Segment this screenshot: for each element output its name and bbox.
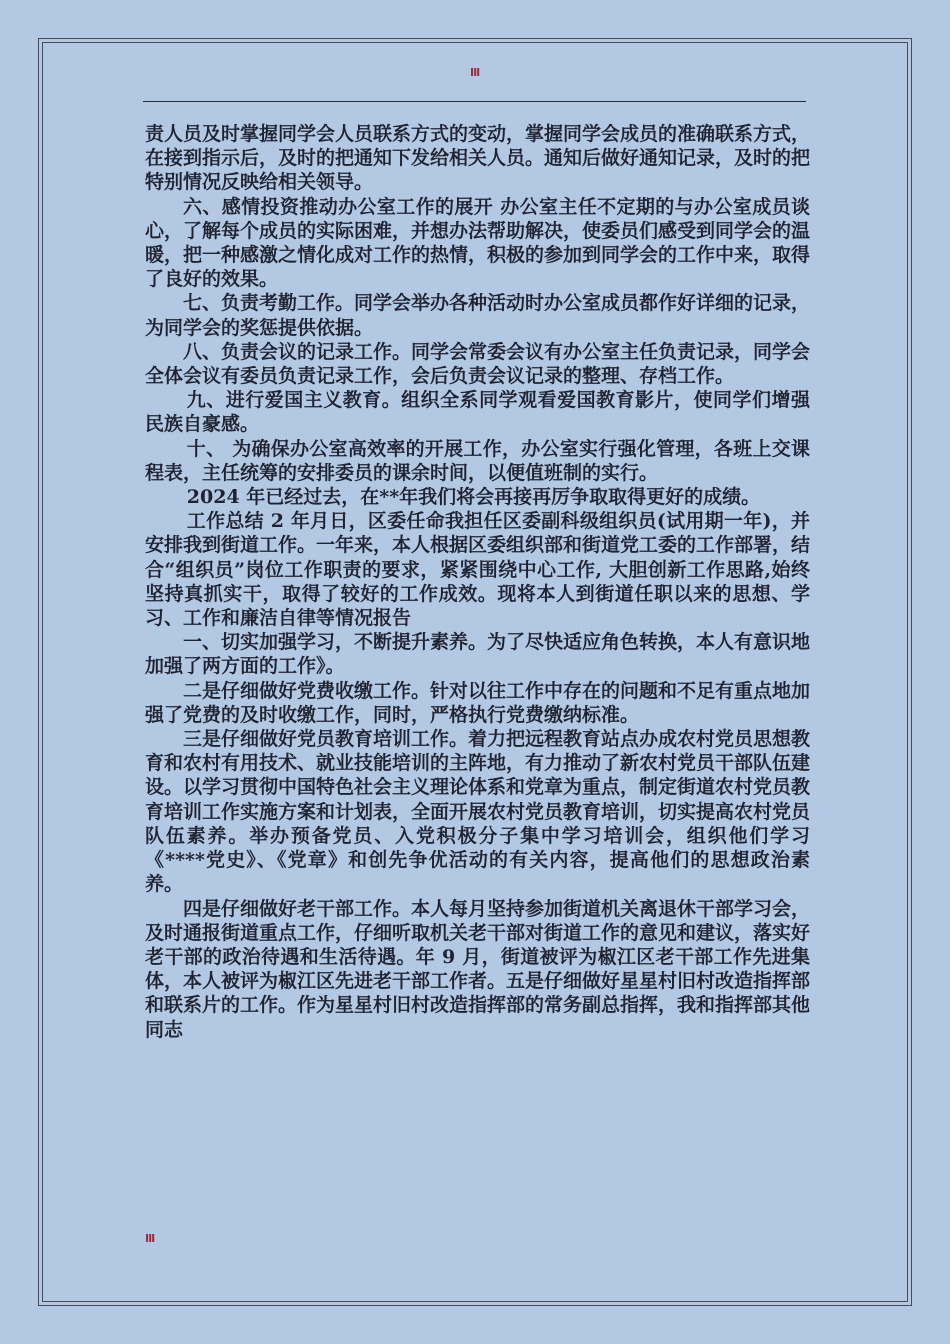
header-rule [143,101,806,102]
header-mark: III [470,66,480,79]
document-body [145,122,810,1042]
paragraph: 四是仔细做好老干部工作。本人每月坚持参加街道机关离退休干部学习会，及时通报街道重点工作，仔细听取机关老干部对街道工作的意见和建议，落实好老干部的政治待遇和生活待遇。年 9 月，街道被评为椒江区老干部工作先进集体，本人被评为椒江区先进老干部工作者。五是仔细做好星星村旧村改造指挥部和联系片的工作。作为星星村旧村改造指挥部的常务副总指挥，我和指挥部其他同志 [145,897,811,1041]
paragraph: 七、负责考勤工作。同学会举办各种活动时办公室成员都作好详细的记录，为同学会的奖惩提供依据。 [145,292,811,339]
paragraph: 工作总结 2 年月日，区委任命我担任区委副科级组织员(试用期一年)，并安排我到街道工作。一年来，本人根据区委组织部和街道党工委的工作部署，结合“组织员”岗位工作职责的要求，紧紧围绕中心工作, 大胆创新工作思路,始终坚持真抓实干，取得了较好的工作成效。现将本人到街道任职以来的思想、学习、工作和廉洁自律等情况报告 [145,510,811,630]
paragraph: 责人员及时掌握同学会人员联系方式的变动，掌握同学会成员的准确联系方式，在接到指示后，及时的把通知下发给相关人员。通知后做好通知记录，及时的把特别情况反映给相关领导。 [145,123,811,194]
paragraph: 一、切实加强学习，不断提升素养。为了尽快适应角色转换，本人有意识地加强了两方面的工作》。 [145,631,811,678]
paragraph: 二是仔细做好党费收缴工作。针对以往工作中存在的问题和不足有重点地加强了党费的及时收缴工作，同时，严格执行党费缴纳标准。 [145,679,811,726]
paragraph: 十、 为确保办公室高效率的开展工作，办公室实行强化管理，各班上交课程表，主任统筹的安排委员的课余时间，以便值班制的实行。 [145,437,810,484]
paragraph: 2024 年已经过去，在**年我们将会再接再厉争取取得更好的成绩。 [186,486,761,509]
footer-mark: III [145,1232,155,1245]
paragraph: 六、感情投资推动办公室工作的展开 办公室主任不定期的与办公室成员谈心，了解每个成员的实际困难，并想办法帮助解决，使委员们感受到同学会的温暖，把一种感激之情化成对工作的热情，积极的参加到同学会的工作中来，取得了良好的效果。 [145,195,811,291]
paragraph: 九、进行爱国主义教育。组织全系同学观看爱国教育影片，使同学们增强民族自豪感。 [145,389,810,436]
paragraph: 八、负责会议的记录工作。同学会常委会议有办公室主任负责记录，同学会全体会议有委员负责记录工作，会后负责会议记录的整理、存档工作。 [145,340,811,388]
paragraph: 三是仔细做好党员教育培训工作。着力把远程教育站点办成农村党员思想教育和农村有用技术、就业技能培训的主阵地，有力推动了新农村党员干部队伍建设。以学习贯彻中国特色社会主义理论体系和党章为重点，制定街道农村党员教育培训工作实施方案和计划表，全面开展农村党员教育培训，切实提高农村党员队伍素养。举办预备党员、入党积极分子集中学习培训会，组织他们学习《****党史》、《党章》和创先争优活动的有关内容，提高他们的思想政治素养。 [145,728,811,896]
